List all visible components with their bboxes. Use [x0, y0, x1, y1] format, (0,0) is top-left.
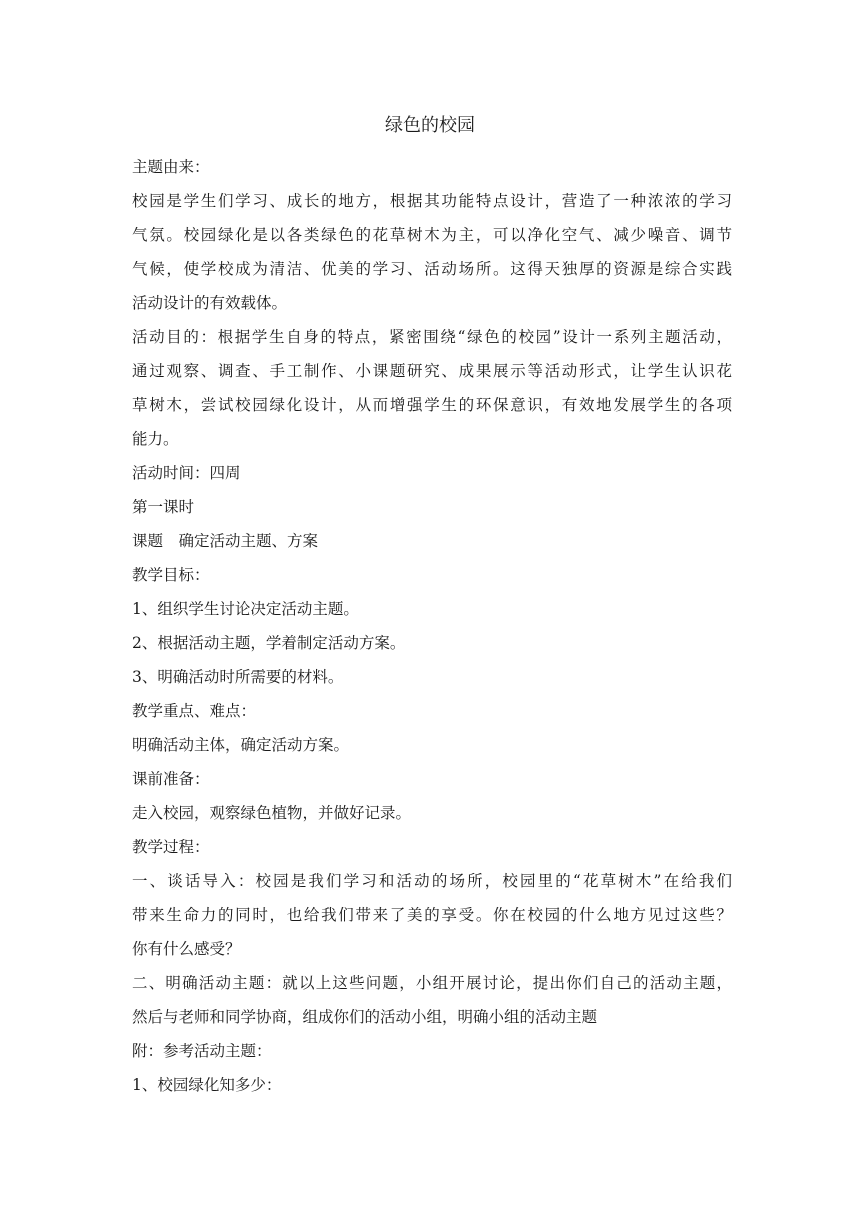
text-line: 活动时间：四周 [132, 464, 241, 482]
text-line: 附：参考活动主题： [132, 1042, 272, 1060]
text-line: 课题 确定活动主题、方案 [132, 532, 319, 550]
text-line: 通过观察、调查、手工制作、小课题研究、成果展示等活动形式，让学生认识花 [132, 362, 732, 380]
text-line: 活动设计的有效载体。 [132, 294, 288, 312]
text-line: 课前准备： [132, 770, 210, 788]
text-line: 主题由来： [132, 158, 210, 176]
text-line: 气候，使学校成为清洁、优美的学习、活动场所。这得天独厚的资源是综合实践 [132, 260, 732, 278]
text-line: 你有什么感受？ [132, 940, 241, 958]
text-line: 一、谈话导入：校园是我们学习和活动的场所，校园里的“花草树木”在给我们 [132, 872, 732, 890]
text-line: 第一课时 [132, 498, 195, 516]
text-line: 教学过程： [132, 838, 210, 856]
text-line: 3、明确活动时所需要的材料。 [132, 668, 344, 686]
text-line: 二、明确活动主题：就以上这些问题，小组开展讨论，提出你们自己的活动主题， [132, 974, 732, 992]
text-line: 活动目的：根据学生自身的特点，紧密围绕“绿色的校园”设计一系列主题活动， [132, 328, 732, 346]
text-line: 教学重点、难点： [132, 702, 257, 720]
text-line: 校园是学生们学习、成长的地方，根据其功能特点设计，营造了一种浓浓的学习 [132, 192, 732, 210]
text-line: 1、组织学生讨论决定活动主题。 [132, 600, 359, 618]
text-line: 教学目标： [132, 566, 210, 584]
text-line: 2、根据活动主题，学着制定活动方案。 [132, 634, 406, 652]
text-line: 气氛。校园绿化是以各类绿色的花草树木为主，可以净化空气、减少噪音、调节 [132, 226, 732, 244]
document-title: 绿色的校园 [385, 115, 475, 136]
text-line: 明确活动主体，确定活动方案。 [132, 736, 350, 754]
text-line: 带来生命力的同时，也给我们带来了美的享受。你在校园的什么地方见过这些？ [132, 906, 732, 924]
document-body [132, 150, 732, 1102]
text-line: 草树木，尝试校园绿化设计，从而增强学生的环保意识，有效地发展学生的各项 [132, 396, 732, 414]
text-line: 走入校园，观察绿色植物，并做好记录。 [132, 804, 412, 822]
text-line: 然后与老师和同学协商，组成你们的活动小组，明确小组的活动主题 [132, 1008, 598, 1026]
text-line: 能力。 [132, 430, 179, 448]
text-line: 1、校园绿化知多少： [132, 1076, 282, 1094]
